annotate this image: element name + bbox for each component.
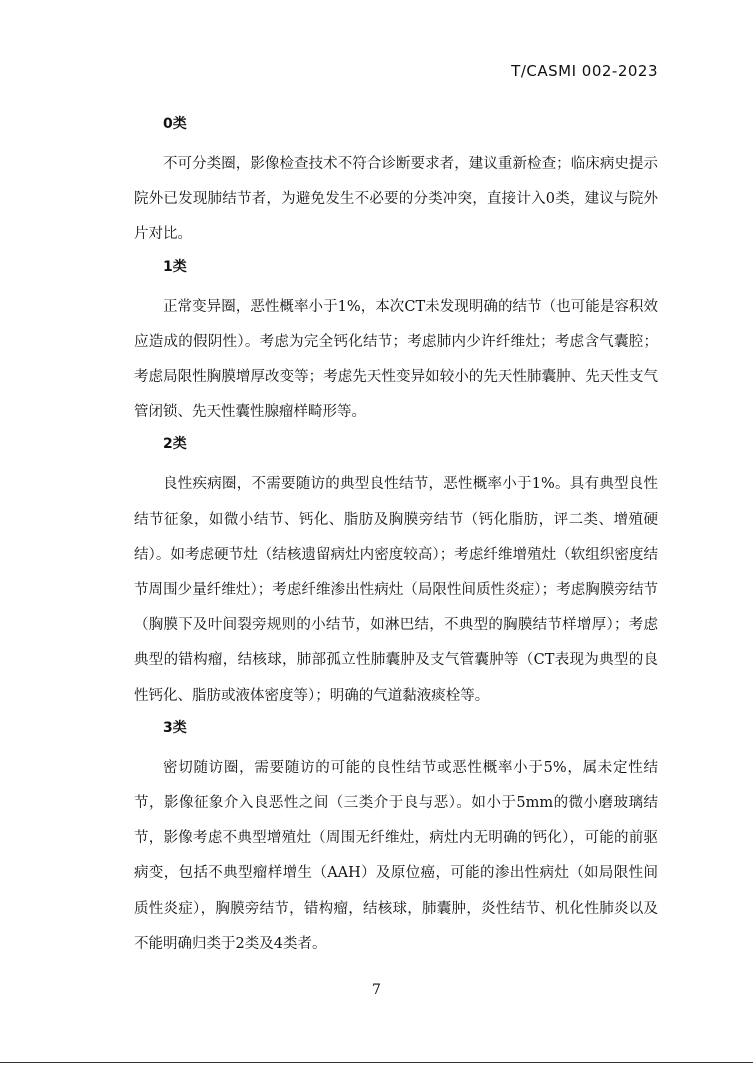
section-heading: 2类 [163,436,187,453]
document-code: T/CASMI 002-2023 [511,62,658,80]
page-bottom-divider [0,1062,753,1063]
page-number: 7 [372,982,381,998]
section-paragraph: 不可分类圈，影像检查技术不符合诊断要求者，建议重新检查；临床病史提示院外已发现肺结节者，为避免发生不必要的分类冲突，直接计入0类，建议与院外片对比。 [134,156,658,243]
section-paragraph: 正常变异圈，恶性概率小于1%，本次CT未发现明确的结节（也可能是容积效应造成的假阴性）。考虑为完全钙化结节；考虑肺内少许纤维灶；考虑含气囊腔；考虑局限性胸膜增厚改变等；考虑先天性变异如较小的先天性肺囊肿、先天性支气管闭锁、先天性囊性腺瘤样畸形等。 [134,298,658,421]
section-heading: 0类 [163,116,187,132]
section-heading: 1类 [163,258,187,275]
document-body [134,112,658,964]
section-paragraph: 密切随访圈，需要随访的可能的良性结节或恶性概率小于5%，属未定性结节，影像征象介入良恶性之间（三类介于良与恶）。如小于5mm的微小磨玻璃结节，影像考虑不典型增殖灶（周围无纤维灶，病灶内无明确的钙化），可能的前驱病变，包括不典型瘤样增生（AAH）及原位癌，可能的渗出性病灶（如局限性间质性炎症），胸膜旁结节，错构瘤，结核球，肺囊肿，炎性结节、机化性肺炎以及不能明确归类于2类及4类者。 [134,759,658,952]
section-class-1 [134,255,658,431]
section-class-0 [134,112,658,253]
section-class-2 [134,432,658,713]
section-class-3 [134,716,658,962]
section-paragraph: 良性疾病圈，不需要随访的典型良性结节，恶性概率小于1%。具有典型良性结节征象，如微小结节、钙化、脂肪及胸膜旁结节（钙化脂肪，评二类、增殖硬结）。如考虑硬节灶（结核遗留病灶内密度较高）；考虑纤维增殖灶（软组织密度结节周围少量纤维灶）；考虑纤维渗出性病灶（局限性间质性炎症）；考虑胸膜旁结节（胸膜下及叶间裂旁规则的小结节，如淋巴结，不典型的胸膜结节样增厚）；考虑典型的错构瘤，结核球，肺部孤立性肺囊肿及支气管囊肿等（CT表现为典型的良性钙化、脂肪或液体密度等）；明确的气道黏液痰栓等。 [134,476,658,704]
section-heading: 3类 [163,719,187,736]
